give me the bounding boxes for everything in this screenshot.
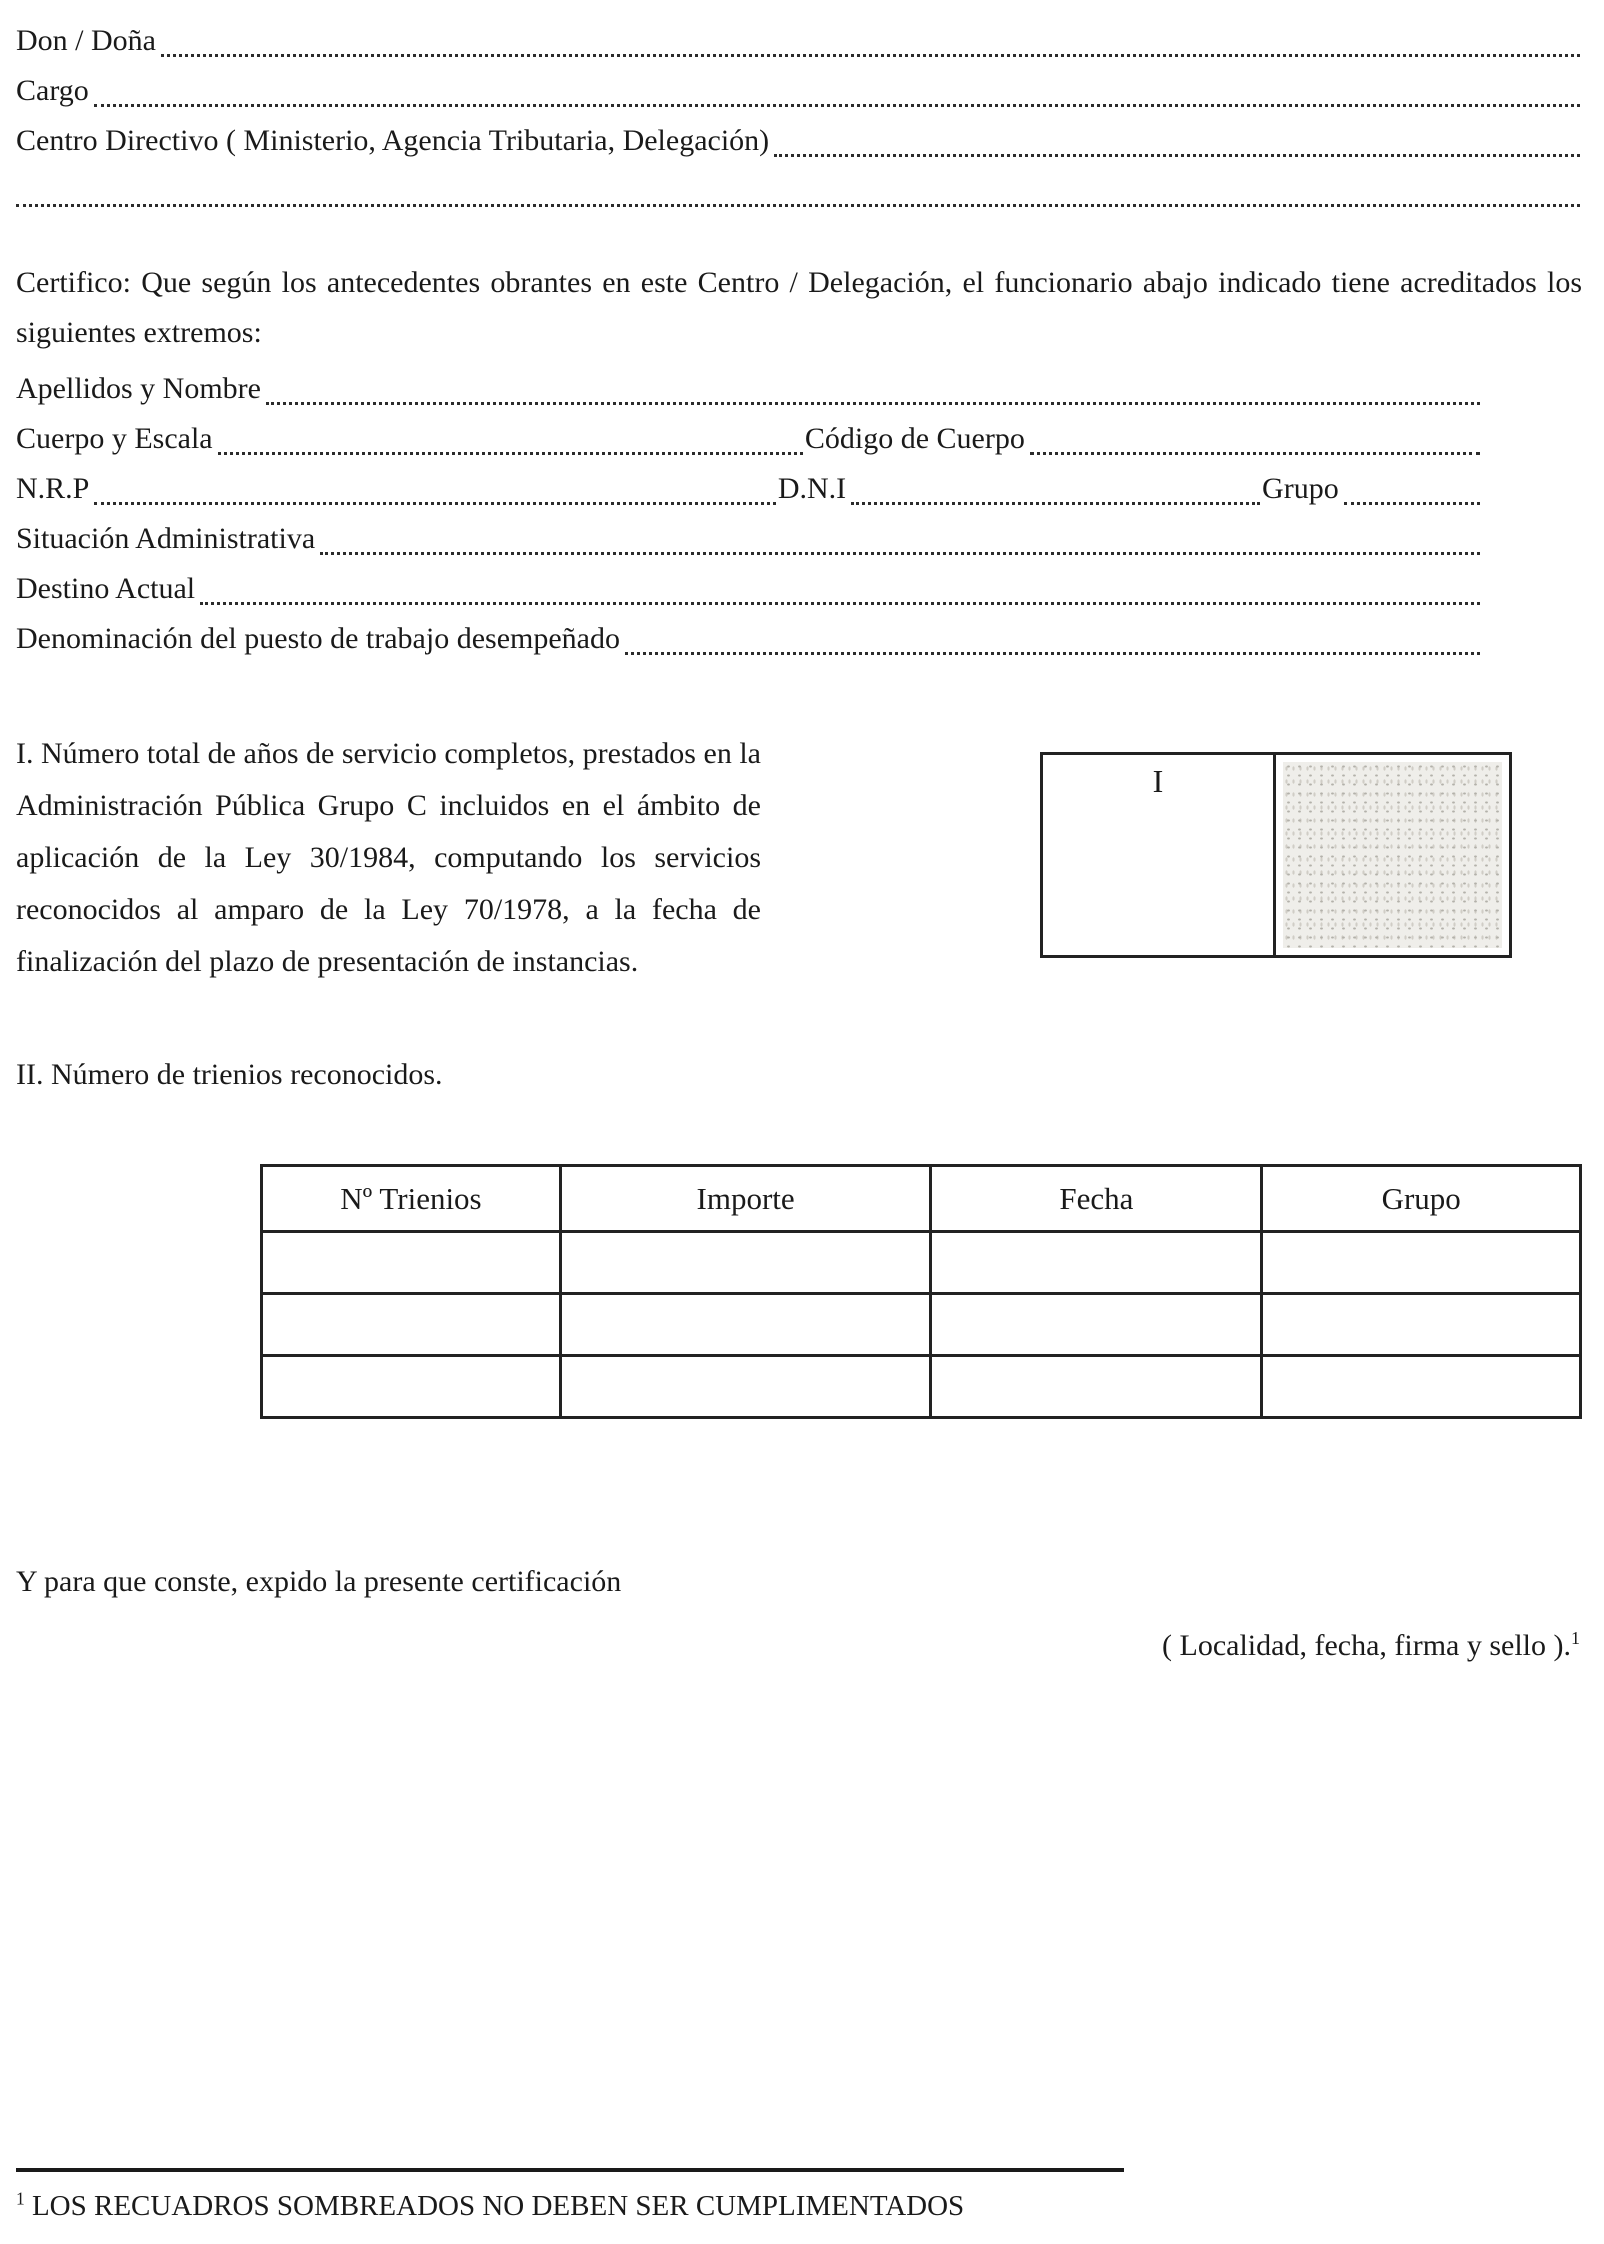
table-row	[262, 1294, 1581, 1356]
dni-fill-line	[851, 502, 1260, 505]
section-one-answer-box	[1040, 752, 1512, 958]
situacion-fill-line	[320, 552, 1480, 555]
table-cell-empty	[262, 1294, 561, 1356]
cuerpo-escala-label: Cuerpo y Escala	[16, 422, 213, 455]
table-cell-empty	[262, 1232, 561, 1294]
field-row-don-dona	[16, 16, 1582, 66]
trienios-header-row	[262, 1166, 1581, 1232]
table-cell-empty	[560, 1294, 931, 1356]
field-row-cargo	[16, 66, 1582, 116]
field-row-centro-directivo-continuation	[16, 166, 1582, 216]
situacion-label: Situación Administrativa	[16, 522, 316, 555]
denominacion-label: Denominación del puesto de trabajo desempeñado	[16, 622, 620, 655]
header-importe: Importe	[560, 1166, 931, 1232]
section-two-heading: II. Número de trienios reconocidos.	[16, 1058, 443, 1091]
footnote-area	[16, 2168, 1582, 2226]
field-row-apellidos	[16, 364, 1482, 414]
signature-note	[16, 1621, 1582, 1671]
section-one-paragraph: I. Número total de años de servicio completos, prestados en la Administración Pública Grupo C incluidos en el ámbito de aplicación de la Ley 30/1984, computando los servicios reconocidos al amparo de la Ley 70/1978, a la fecha de finalización del plazo de presentación de instancias.	[16, 737, 761, 978]
footnote-separator-line	[16, 2168, 1124, 2172]
field-row-denominacion	[16, 614, 1482, 664]
codigo-cuerpo-label: Código de Cuerpo	[804, 422, 1025, 455]
closing-statement: Y para que conste, expido la presente certificación	[16, 1565, 622, 1598]
header-grupo: Grupo	[1262, 1166, 1581, 1232]
centro-directivo-fill-line-2	[16, 204, 1580, 207]
destino-fill-line	[200, 602, 1480, 605]
apellidos-label: Apellidos y Nombre	[16, 372, 261, 405]
table-cell-empty	[1262, 1232, 1581, 1294]
field-row-destino	[16, 564, 1482, 614]
field-row-cuerpo-escala	[16, 414, 1482, 464]
footnote-reference: 1	[16, 2188, 25, 2209]
answer-box-label-cell: I	[1043, 755, 1276, 955]
funcionario-fields	[16, 364, 1582, 664]
don-dona-label: Don / Doña	[16, 24, 156, 57]
apellidos-fill-line	[266, 402, 1480, 405]
field-row-situacion	[16, 514, 1482, 564]
centro-directivo-label: Centro Directivo ( Ministerio, Agencia Tributaria, Delegación)	[16, 124, 770, 157]
field-row-centro-directivo	[16, 116, 1582, 166]
table-cell-empty	[931, 1232, 1262, 1294]
table-row	[262, 1232, 1581, 1294]
cargo-label: Cargo	[16, 74, 89, 107]
signature-note-text: ( Localidad, fecha, firma y sello ).	[1162, 1629, 1571, 1662]
table-cell-empty	[560, 1356, 931, 1418]
trienios-table	[260, 1164, 1582, 1419]
nrp-label: N.R.P	[16, 472, 90, 505]
table-cell-empty	[560, 1232, 931, 1294]
table-cell-empty	[262, 1356, 561, 1418]
trienios-table-body	[262, 1232, 1581, 1418]
header-fecha: Fecha	[931, 1166, 1262, 1232]
destino-label: Destino Actual	[16, 572, 196, 605]
footnote-text: LOS RECUADROS SOMBREADOS NO DEBEN SER CUMPLIMENTADOS	[31, 2190, 965, 2222]
header-num-trienios: Nº Trienios	[262, 1166, 561, 1232]
denominacion-fill-line	[625, 652, 1480, 655]
table-row	[262, 1356, 1581, 1418]
signature-footnote-reference: 1	[1571, 1628, 1580, 1648]
table-cell-empty	[1262, 1294, 1581, 1356]
codigo-cuerpo-fill-line	[1030, 452, 1480, 455]
footnote-text-line	[16, 2186, 1582, 2226]
trienios-table-head	[262, 1166, 1581, 1232]
nrp-fill-line	[94, 502, 775, 505]
table-cell-empty	[1262, 1356, 1581, 1418]
don-dona-fill-line	[161, 54, 1580, 57]
shaded-area	[1283, 762, 1502, 948]
certifico-paragraph: Certifico: Que según los antecedentes obrantes en este Centro / Delegación, el funcionario abajo indicado tiene acreditados los siguientes extremos:	[16, 266, 1582, 349]
table-cell-empty	[931, 1356, 1262, 1418]
section-one	[16, 728, 1582, 988]
grupo-label: Grupo	[1262, 472, 1339, 505]
field-row-nrp-dni-grupo	[16, 464, 1482, 514]
table-cell-empty	[931, 1294, 1262, 1356]
cargo-fill-line	[94, 104, 1580, 107]
dni-label: D.N.I	[777, 472, 847, 505]
cuerpo-escala-fill-line	[218, 452, 803, 455]
grupo-fill-line	[1344, 502, 1480, 505]
centro-directivo-fill-line	[774, 154, 1580, 157]
answer-box-shaded-cell	[1276, 755, 1509, 955]
